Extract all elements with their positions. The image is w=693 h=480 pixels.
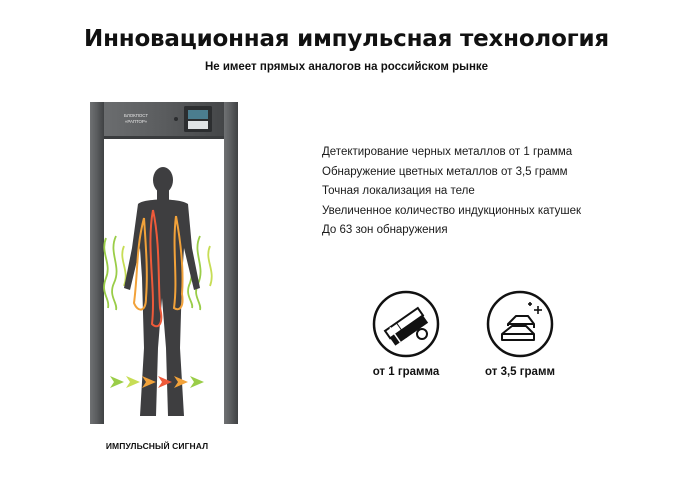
page-title: Инновационная импульсная технология: [84, 26, 609, 52]
feature-item: Обнаружение цветных металлов от 3,5 грамм: [322, 165, 568, 178]
feature-item: До 63 зон обнаружения: [322, 224, 448, 236]
badge-label-ferrous: от 1 грамма: [372, 366, 440, 378]
feature-item: Детектирование черных металлов от 1 грамма: [322, 146, 573, 158]
feature-item: Точная локализация на теле: [322, 185, 475, 197]
non-ferrous-ingots-icon: [486, 290, 554, 358]
signal-waves-left: [104, 236, 126, 310]
gate-brand-line2: «РАПТОР»: [124, 119, 148, 124]
ferrous-metal-bars-icon: [372, 290, 440, 358]
gate-brand-line1: БЛОКПОСТ: [123, 113, 149, 118]
page-subtitle: Не имеет прямых аналогов на российском рынке: [204, 61, 489, 73]
badge-label-non-ferrous: от 3,5 грамм: [485, 366, 555, 378]
feature-list: [322, 143, 581, 241]
gate-caption: ИМПУЛЬСНЫЙ СИГНАЛ: [105, 441, 209, 451]
feature-item: Увеличенное количество индукционных катушек: [322, 204, 582, 217]
metal-detector-illustration: [80, 98, 250, 428]
